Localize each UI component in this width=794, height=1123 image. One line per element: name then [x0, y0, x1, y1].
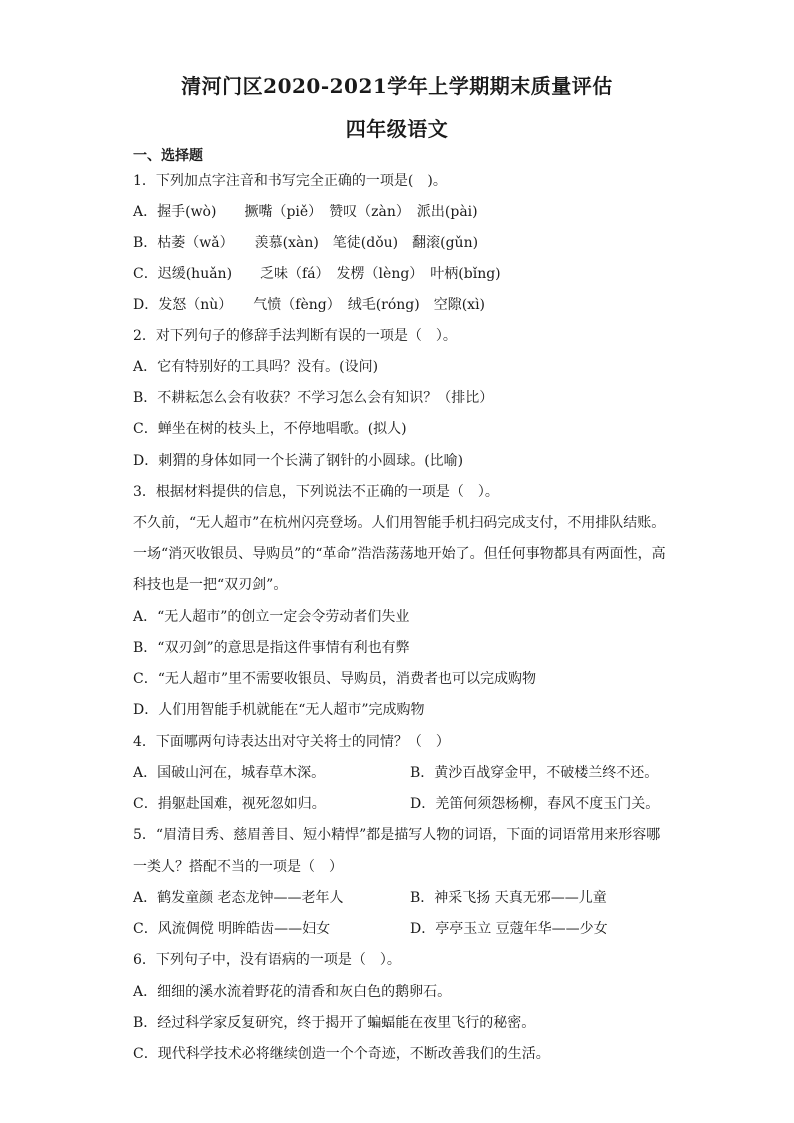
question-3-passage-line-2: 一场“消灭收银员、导购员”的“革命”浩浩荡荡地开始了。但任何事物都具有两面性，高: [133, 546, 666, 562]
question-1-option-b: B．枯萎（wǎ） 羡慕(xàn) 笔徒(dǒu) 翻滚(gǔn): [133, 235, 479, 251]
question-1-option-d: D．发怒（nù） 气愤（fèng） 绒毛(róng) 空隙(xì): [133, 297, 486, 313]
question-5-stem-line-1: 5．“眉清目秀、慈眉善目、短小精悍”都是描写人物的词语，下面的词语常用来形容哪: [133, 827, 661, 843]
question-4-stem: 4．下面哪两句诗表达出对守关将士的同情？（ ）: [133, 734, 450, 750]
question-5-option-d: D．亭亭玉立 豆蔻年华——少女: [410, 921, 608, 937]
question-4-option-a: A．国破山河在，城春草木深。: [133, 765, 326, 781]
question-5-stem-line-2: 一类人？搭配不当的一项是（ ）: [133, 859, 343, 875]
question-2-option-b: B．不耕耘怎么会有收获？不学习怎么会有知识？（排比）: [133, 390, 494, 406]
question-1-stem: 1．下列加点字注音和书写完全正确的一项是( )。: [133, 173, 447, 189]
question-6-option-b: B．经过科学家反复研究，终于揭开了蝙蝠能在夜里飞行的秘密。: [133, 1015, 536, 1031]
question-2-option-d: D．刺猬的身体如同一个长满了钢针的小圆球。(比喻): [133, 453, 464, 469]
question-5-option-c: C．风流倜傥 明眸皓齿——妇女: [133, 921, 331, 937]
question-6-option-a: A．细细的溪水流着野花的清香和灰白色的鹅卵石。: [133, 984, 452, 1000]
question-5-row-2: [133, 919, 773, 939]
question-3-option-c: C．“无人超市”里不需要收银员、导购员，消费者也可以完成购物: [133, 671, 537, 687]
question-1-option-c: C．迟缓(huǎn) 乏味（fá） 发楞（lèng） 叶柄(bǐng): [133, 266, 501, 282]
question-3-option-d: D．人们用智能手机就能在“无人超市”完成购物: [133, 702, 425, 718]
question-1-option-a: A．握手(wò) 撅嘴（piě） 赞叹（zàn） 派出(pài): [133, 204, 478, 220]
question-3-option-b: B．“双刃剑”的意思是指这件事情有利也有弊: [133, 640, 410, 656]
question-3-passage-line-3: 科技也是一把“双刃剑”。: [133, 577, 288, 593]
question-5-option-a: A．鹤发童颜 老态龙钟——老年人: [133, 890, 344, 906]
exam-title: 清河门区2020-2021学年上学期期末质量评估: [181, 74, 613, 98]
question-3-stem: 3．根据材料提供的信息，下列说法不正确的一项是（ ）。: [133, 484, 499, 500]
section-heading: 一、选择题: [133, 148, 203, 164]
question-2-stem: 2．对下列句子的修辞手法判断有误的一项是（ ）。: [133, 328, 457, 344]
question-4-option-b: B．黄沙百战穿金甲，不破楼兰终不还。: [410, 765, 659, 781]
question-5-option-b: B．神采飞扬 天真无邪——儿童: [410, 890, 607, 906]
question-4-option-c: C．捐躯赴国难，视死忽如归。: [133, 796, 326, 812]
question-6-stem: 6．下列句子中，没有语病的一项是（ ）。: [133, 952, 401, 968]
question-3-passage-line-1: 不久前，“无人超市”在杭州闪亮登场。人们用智能手机扫码完成支付，不用排队结账。: [133, 515, 666, 531]
question-2-option-c: C．蝉坐在树的枝头上，不停地唱歌。(拟人): [133, 421, 407, 437]
question-4-option-d: D．羌笛何须怨杨柳，春风不度玉门关。: [410, 796, 660, 812]
question-2-option-a: A．它有特别好的工具吗？没有。(设问): [133, 359, 379, 375]
question-5-row-1: [133, 888, 773, 908]
question-3-option-a: A．“无人超市”的创立一定会令劳动者们失业: [133, 609, 410, 625]
exam-subtitle: 四年级语文: [345, 117, 449, 141]
question-6-option-c: C．现代科学技术必将继续创造一个个奇迹，不断改善我们的生活。: [133, 1046, 550, 1062]
question-4-row-2: [133, 794, 773, 814]
question-4-row-1: [133, 763, 773, 783]
